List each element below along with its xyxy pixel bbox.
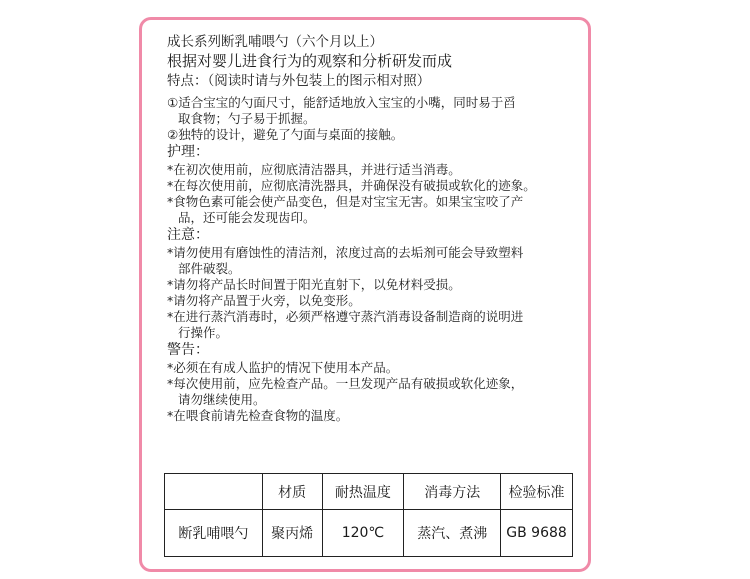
spec-data-row	[165, 510, 573, 557]
product-title: 成长系列断乳哺喂勺（六个月以上）	[167, 34, 383, 50]
caution-heading: 注意：	[167, 227, 209, 243]
spec-header-cell: 消毒方法	[404, 474, 501, 510]
features-heading: 特点：（阅读时请与外包装上的图示相对照）	[167, 73, 431, 89]
spec-header-cell: 材质	[262, 474, 322, 510]
care-item: *在初次使用前，应彻底清洁器具，并进行适当消毒。	[167, 162, 461, 177]
instruction-card	[139, 17, 591, 572]
care-item: 品，还可能会发现齿印。	[178, 210, 316, 225]
feature-item: ①适合宝宝的勺面尺寸，能舒适地放入宝宝的小嘴，同时易于舀	[167, 95, 516, 110]
spec-header-cell: 检验标准	[501, 474, 573, 510]
feature-item: 取食物；勺子易于抓握。	[178, 111, 316, 126]
feature-item: ②独特的设计，避免了勺面与桌面的接触。	[167, 127, 404, 142]
caution-item: *在进行蒸汽消毒时，必须严格遵守蒸汽消毒设备制造商的说明进	[167, 309, 524, 324]
spec-cell: GB 9688	[501, 510, 573, 557]
spec-header-cell	[165, 474, 263, 510]
warning-item: *每次使用前，应先检查产品。一旦发现产品有破损或软化迹象，	[167, 376, 524, 391]
spec-cell: 蒸汽、煮沸	[404, 510, 501, 557]
caution-item: *请勿将产品长时间置于阳光直射下，以免材料受损。	[167, 277, 461, 292]
spec-header-row	[165, 474, 573, 510]
spec-cell: 聚丙烯	[262, 510, 322, 557]
spec-cell: 断乳哺喂勺	[165, 510, 263, 557]
spec-table	[164, 473, 573, 557]
caution-item: 部件破裂。	[178, 261, 241, 276]
spec-cell: 120℃	[322, 510, 404, 557]
warning-item: *必须在有成人监护的情况下使用本产品。	[167, 360, 399, 375]
care-item: *在每次使用前，应彻底清洗器具，并确保没有破损或软化的迹象。	[167, 178, 536, 193]
warning-item: 请勿继续使用。	[178, 392, 266, 407]
warning-item: *在喂食前请先检查食物的温度。	[167, 408, 349, 423]
caution-item: *请勿将产品置于火旁，以免变形。	[167, 293, 361, 308]
spec-header-cell: 耐热温度	[322, 474, 404, 510]
caution-item: *请勿使用有磨蚀性的清洁剂，浓度过高的去垢剂可能会导致塑料	[167, 245, 524, 260]
care-heading: 护理：	[167, 144, 209, 160]
instruction-text	[167, 33, 577, 424]
warning-heading: 警告：	[167, 342, 209, 358]
product-subtitle: 根据对婴儿进食行为的观察和分析研发而成	[167, 52, 453, 70]
caution-item: 行操作。	[178, 325, 229, 340]
care-item: *食物色素可能会使产品变色，但是对宝宝无害。如果宝宝咬了产	[167, 194, 524, 209]
